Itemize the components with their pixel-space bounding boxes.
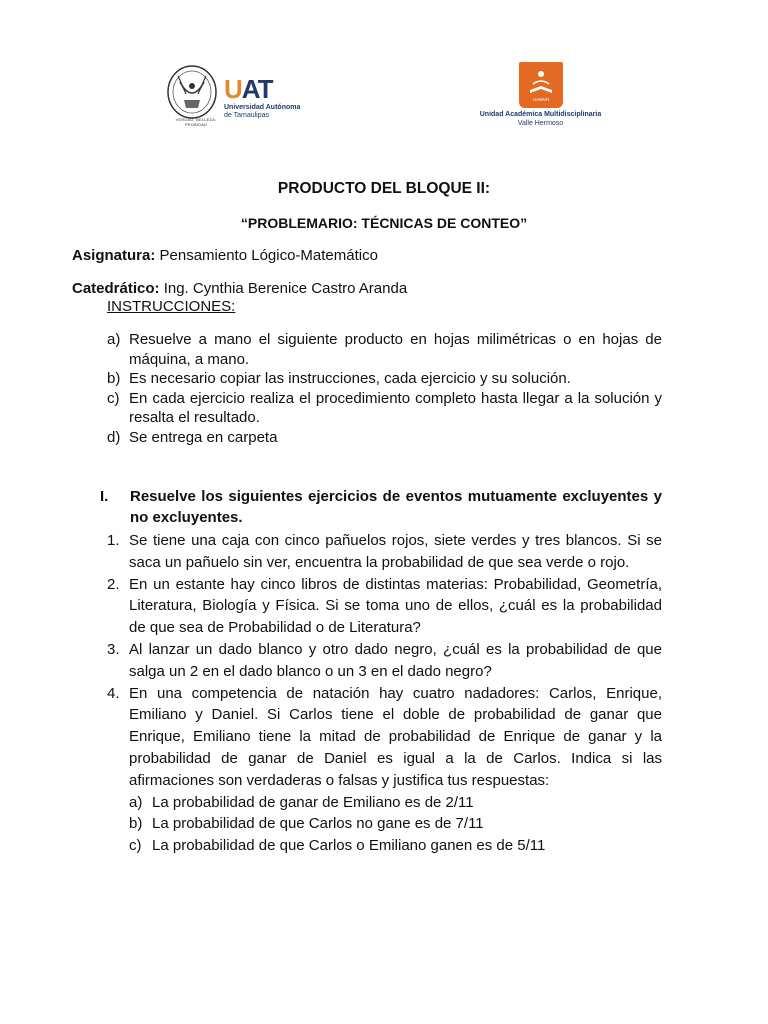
list-item-text: Es necesario copiar las instrucciones, cada ejercicio y su solución. — [129, 370, 571, 387]
statement-list — [129, 792, 662, 857]
subject-label: Asignatura: — [72, 247, 156, 264]
seal-caption: VERDAD, BELLEZA, PROBIDAD — [175, 117, 217, 127]
exercise-text: Se tiene una caja con cinco pañuelos rojos, siete verdes y tres blancos. Si se saca un pañuelo sin ver, encuentra la probabilidad de que sea verde o rojo. — [129, 532, 662, 571]
unit-location: Valle Hermoso — [517, 120, 564, 127]
unit-name: Unidad Académica Multidisciplinaria — [479, 111, 602, 118]
exercise-text: Al lanzar un dado blanco y otro dado negro, ¿cuál es la probabilidad de que salga un 2 en el dado blanco o un 3 en el dado negro? — [129, 640, 662, 680]
teacher-value: Ing. Cynthia Berenice Castro Aranda — [159, 280, 408, 297]
shield-text: UAMVH — [532, 97, 550, 102]
subject-line — [72, 246, 378, 265]
list-marker: d) — [107, 428, 121, 446]
exercise-text: En una competencia de natación hay cuatro nadadores: Carlos, Enrique, Emiliano y Daniel. Si Carlos tiene el doble de probabilidad de ganar que Enrique, Emiliano tiene la mitad de probabilidad de Enrique de ganar y la probabilidad de ganar de Daniel es igual a la de Carlos. Indica si las afirmaciones son verdaderas o falsas y justifica tus respuestas: — [129, 684, 662, 789]
exercise-marker: 4. — [107, 684, 120, 702]
list-marker: a) — [107, 331, 121, 348]
exercise-item — [107, 530, 662, 574]
exercise-item — [107, 683, 662, 857]
document-subtitle: “PROBLEMARIO: TÉCNICAS DE CONTEO” — [240, 215, 528, 231]
exercise-marker: 2. — [107, 575, 120, 593]
statement-item — [129, 792, 662, 814]
teacher-label: Catedrático: — [72, 280, 160, 297]
statement-text: La probabilidad de que Carlos o Emiliano ganen es de 5/11 — [152, 837, 546, 855]
list-item — [107, 330, 662, 369]
university-seal-icon — [166, 64, 218, 124]
list-marker: c) — [107, 389, 120, 407]
list-item-text: En cada ejercicio realiza el procedimiento completo hasta llegar a la solución y resalta el resultado. — [129, 389, 662, 426]
header-logos — [0, 62, 768, 132]
list-item-text: Resuelve a mano el siguiente producto en hojas milimétricas o en hojas de máquina, a mano. — [129, 331, 662, 368]
exercise-marker: 1. — [107, 532, 120, 549]
statement-marker: a) — [129, 793, 143, 811]
instructions-heading: INSTRUCCIONES: — [107, 298, 236, 315]
exercise-list — [107, 530, 662, 857]
list-item — [107, 389, 662, 428]
statement-item — [129, 835, 662, 857]
uat-name: Universidad Autónoma — [224, 104, 301, 111]
section-marker: I. — [100, 488, 109, 505]
exercise-item — [107, 639, 662, 683]
section-heading — [100, 486, 662, 528]
section-heading-text: Resuelve los siguientes ejercicios de eventos mutuamente excluyentes y no excluyentes. — [130, 488, 662, 526]
exercise-marker: 3. — [107, 640, 120, 658]
subject-value: Pensamiento Lógico-Matemático — [155, 247, 378, 264]
uat-subname: de Tamaulipas — [224, 112, 270, 119]
statement-text: La probabilidad de ganar de Emiliano es de 2/11 — [152, 793, 474, 811]
statement-marker: c) — [129, 837, 142, 855]
uat-mark: UAT — [224, 74, 273, 104]
statement-marker: b) — [129, 815, 143, 833]
uat-wordmark — [224, 76, 300, 120]
uamvh-shield-icon — [519, 62, 563, 108]
list-item — [107, 369, 662, 389]
uamvh-logo — [468, 62, 613, 130]
statement-item — [129, 813, 662, 835]
list-item — [107, 428, 662, 448]
uat-logo — [166, 62, 311, 128]
instructions-list — [107, 330, 662, 447]
document-title: PRODUCTO DEL BLOQUE II: — [277, 180, 491, 197]
statement-text: La probabilidad de que Carlos no gane es de 7/11 — [152, 815, 484, 833]
list-item-text: Se entrega en carpeta — [129, 428, 278, 446]
exercise-text: En un estante hay cinco libros de distintas materias: Probabilidad, Geometría, Literatura, Biología y Física. Si se toma uno de ellos, ¿cuál es la probabilidad de que sea de Probabilidad o de Literatura? — [129, 575, 662, 637]
list-marker: b) — [107, 370, 121, 387]
teacher-line — [72, 279, 407, 298]
exercise-item — [107, 574, 662, 639]
